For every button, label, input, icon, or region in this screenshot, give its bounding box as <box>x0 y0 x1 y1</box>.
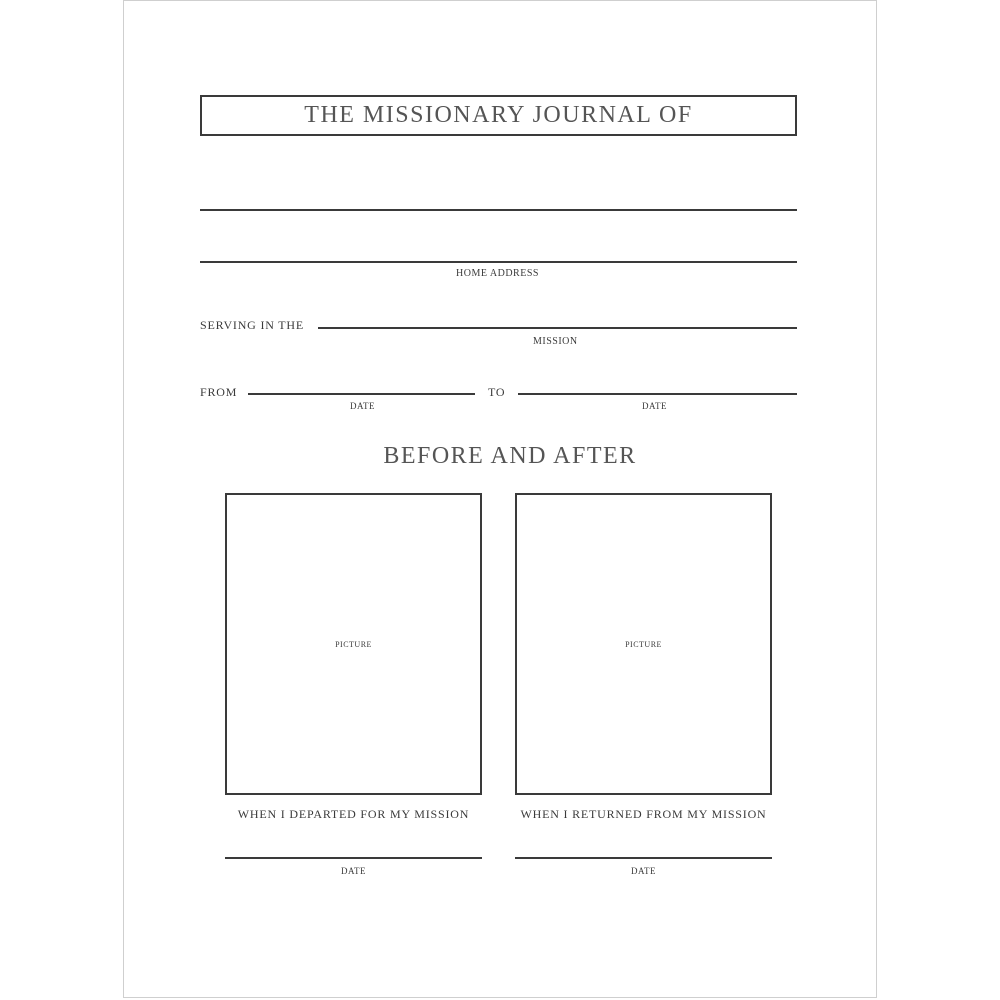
departed-date-label: DATE <box>341 866 366 876</box>
name-line[interactable] <box>200 209 797 211</box>
before-after-heading: BEFORE AND AFTER <box>383 443 637 469</box>
serving-in-label: SERVING IN THE <box>200 318 305 332</box>
before-picture-frame[interactable] <box>225 493 482 795</box>
page-title: THE MISSIONARY JOURNAL OF <box>200 95 797 136</box>
before-picture-placeholder: PICTURE <box>335 639 372 649</box>
to-date-label: DATE <box>642 401 667 411</box>
mission-line[interactable] <box>318 327 797 329</box>
after-picture-placeholder: PICTURE <box>625 639 662 649</box>
departed-date-line[interactable] <box>225 857 482 859</box>
home-address-label: HOME ADDRESS <box>456 268 539 279</box>
mission-label: MISSION <box>533 336 578 347</box>
to-label: TO <box>488 385 506 399</box>
home-address-line[interactable] <box>200 261 797 263</box>
returned-caption: WHEN I RETURNED FROM MY MISSION <box>520 807 767 821</box>
from-date-label: DATE <box>350 401 375 411</box>
after-picture-frame[interactable] <box>515 493 772 795</box>
returned-date-label: DATE <box>631 866 656 876</box>
to-date-line[interactable] <box>518 393 797 395</box>
from-label: FROM <box>200 385 238 399</box>
from-date-line[interactable] <box>248 393 475 395</box>
departed-caption: WHEN I DEPARTED FOR MY MISSION <box>237 807 470 821</box>
returned-date-line[interactable] <box>515 857 772 859</box>
